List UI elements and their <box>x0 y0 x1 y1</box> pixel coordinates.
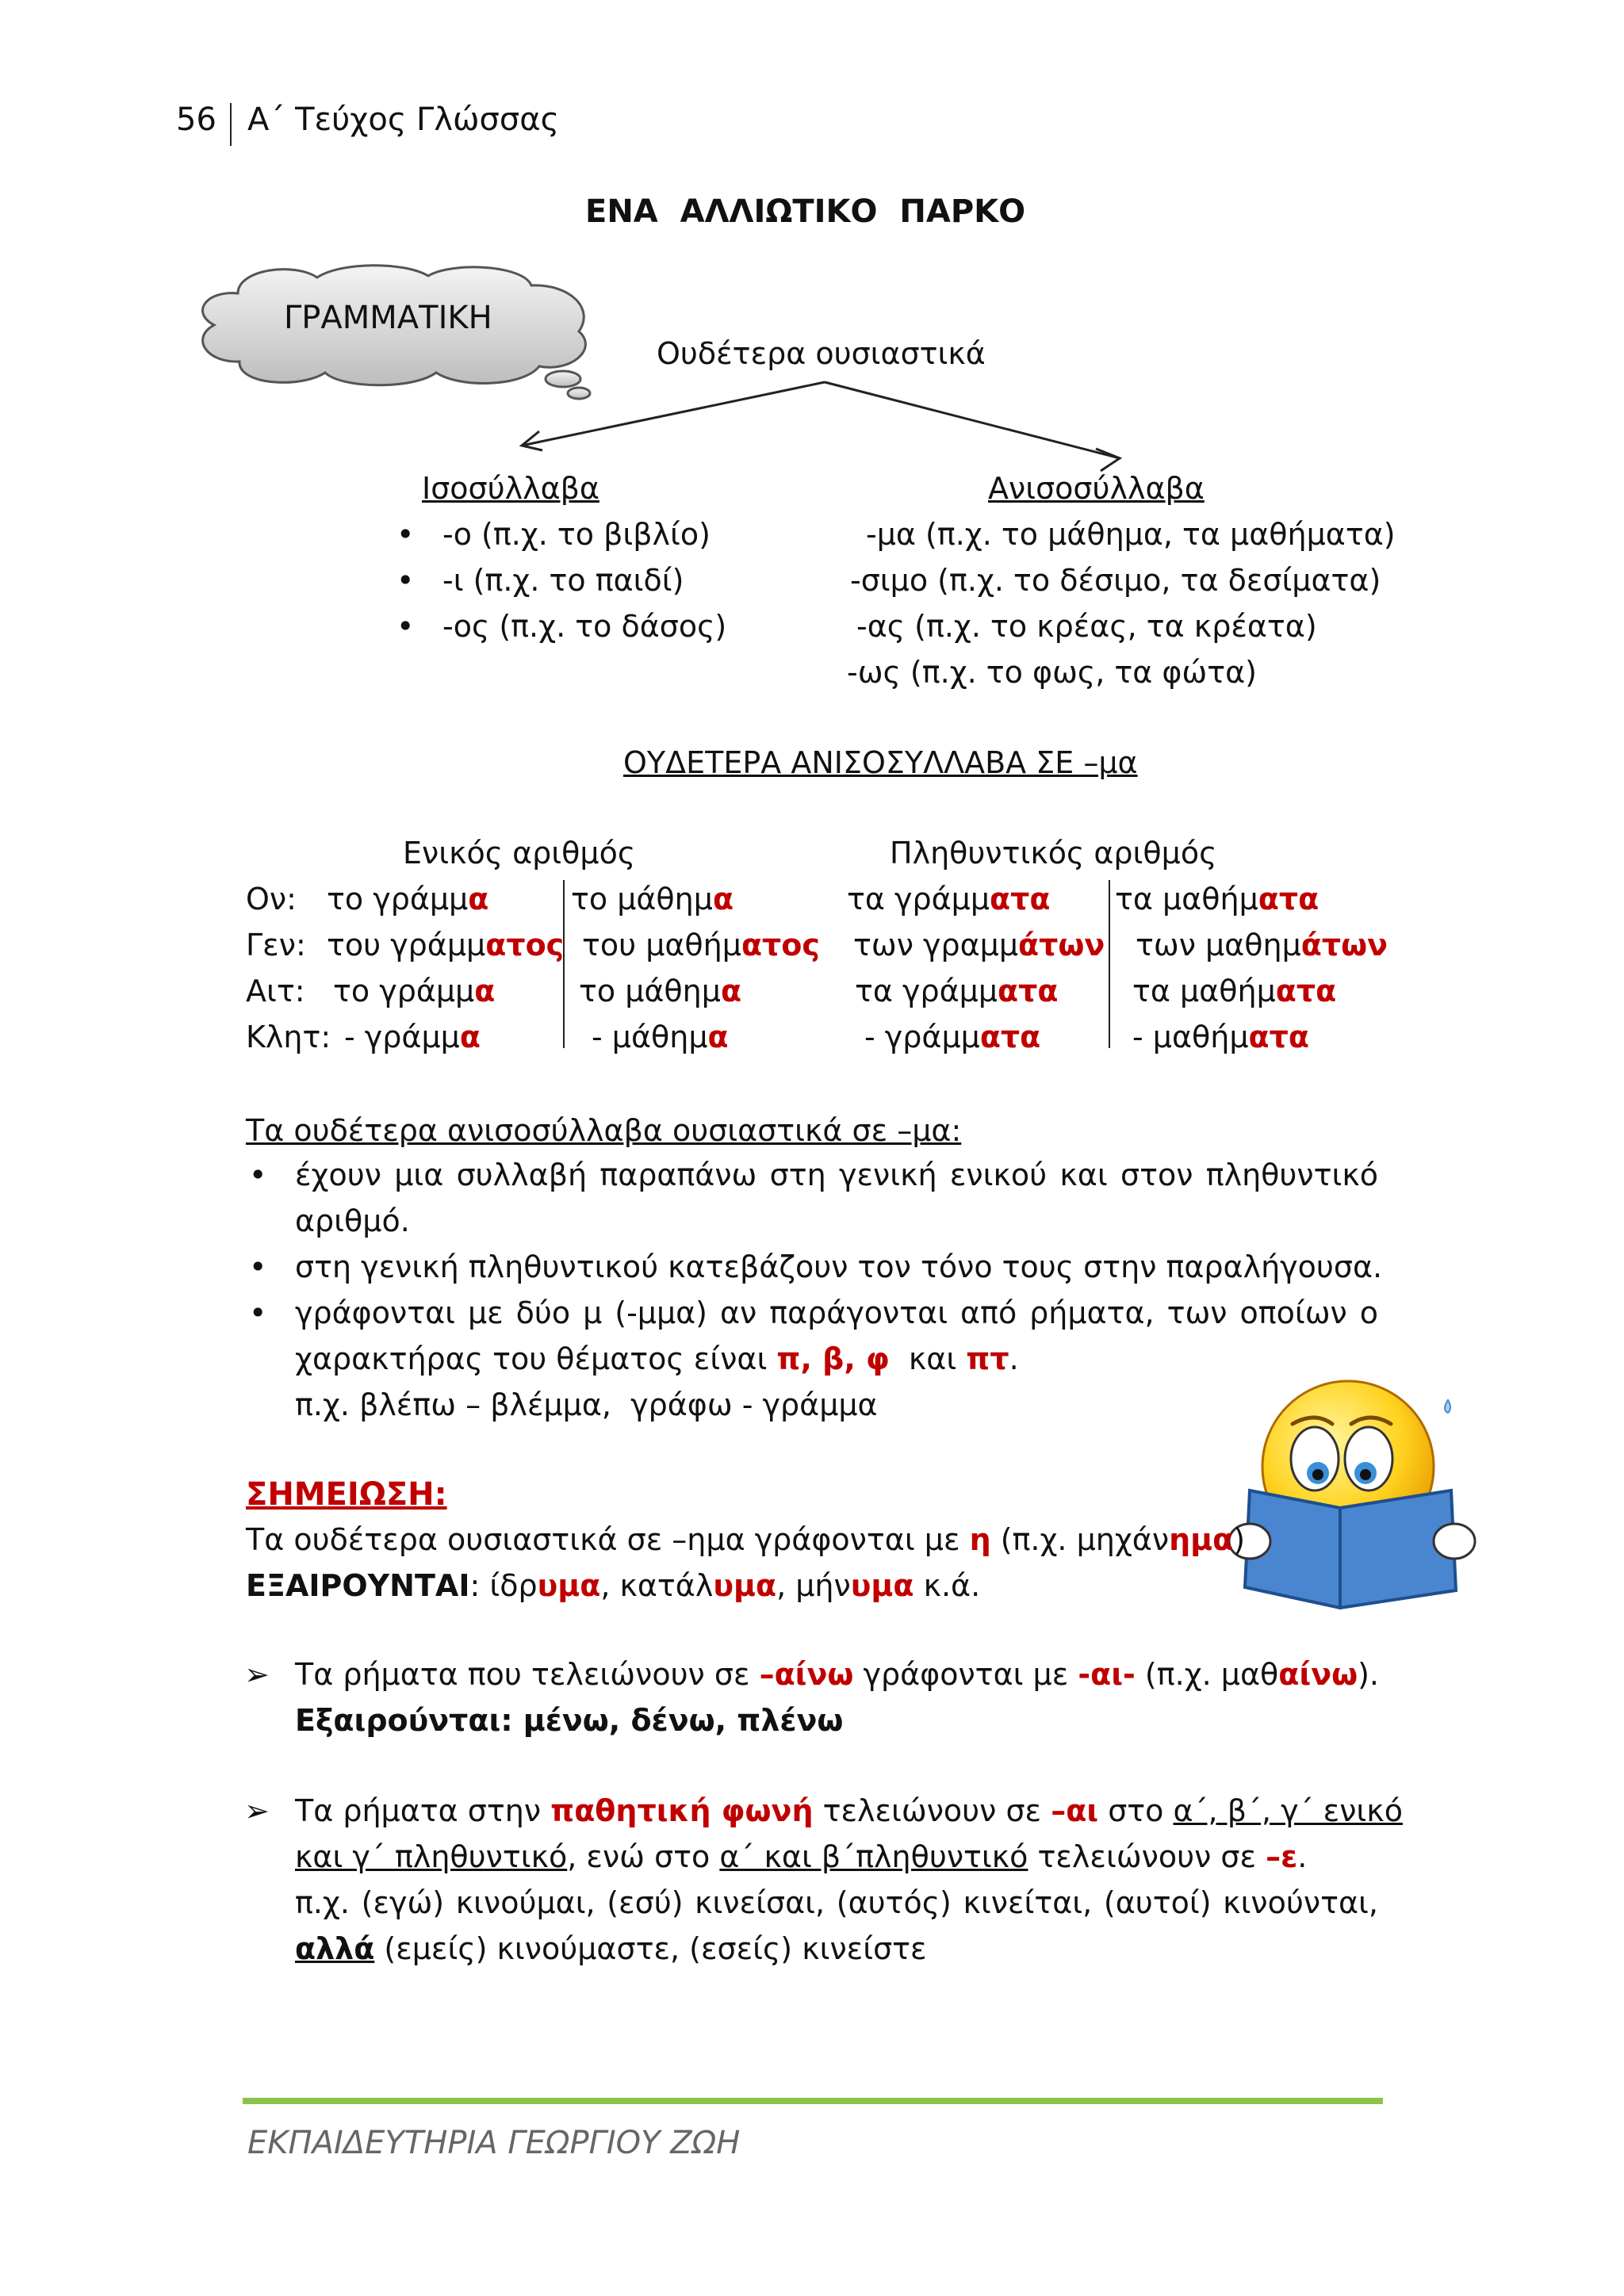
verb-example: π.χ. (εγώ) κινούμαι, (εσύ) κινείσαι, (αυτός) κινείται, (αυτοί) κινούνται, <box>295 1885 1378 1920</box>
form-cell: το μάθημα <box>579 974 742 1008</box>
rule-item: • γράφονται με δύο μ (-μμα) αν παράγονται από ρήματα, των οποίων ο <box>295 1295 1378 1330</box>
form-cell: των μαθημάτων <box>1136 928 1388 962</box>
running-title: Α΄ Τεύχος Γλώσσας <box>247 101 560 138</box>
left-item: • -ι (π.χ. το παιδί) <box>442 563 684 598</box>
tree-arrows <box>508 373 1126 476</box>
case-label: Γεν: <box>246 928 306 962</box>
case-label: Κλητ: <box>246 1020 331 1054</box>
rule-item: • στη γενική πληθυντικού κατεβάζουν τον τόνο τους στην παραλήγουσα. <box>295 1249 1382 1284</box>
left-item: • -ος (π.χ. το δάσος) <box>442 609 726 644</box>
left-heading: Ισοσύλλαβα <box>422 471 599 506</box>
table-divider <box>563 880 565 1048</box>
singular-heading: Ενικός αριθμός <box>403 836 636 871</box>
footer-rule <box>243 2098 1383 2104</box>
form-cell: του γράμματος <box>327 928 565 962</box>
note-exceptions: ΕΞΑΙΡΟΥΝΤΑΙ: ίδρυμα, κατάλυμα, μήνυμα κ.ά. <box>246 1568 981 1603</box>
verb-rule-continuation: και γ΄ πληθυντικό, ενώ στο α΄ και β΄πληθυντικό τελειώνουν σε –ε. <box>295 1839 1308 1874</box>
form-cell: το μάθημα <box>571 882 734 916</box>
rules-intro: Τα ουδέτερα ανισοσύλλαβα ουσιαστικά σε –μα: <box>246 1113 962 1148</box>
form-cell: τα μαθήματα <box>1132 974 1337 1008</box>
case-label: Αιτ: <box>246 974 305 1008</box>
rule-continuation: αριθμό. <box>295 1203 410 1238</box>
rule-continuation: χαρακτήρας του θέματος είναι π, β, φ και πτ. <box>295 1341 1019 1376</box>
note-line: Τα ουδέτερα ουσιαστικά σε –ημα γράφονται με η (π.χ. μηχάνημα) <box>246 1522 1246 1557</box>
note-heading: ΣΗΜΕΙΩΣΗ: <box>246 1476 447 1513</box>
right-item: -μα (π.χ. το μάθημα, τα μαθήματα) <box>866 517 1396 552</box>
plural-heading: Πληθυντικός αριθμός <box>890 836 1217 871</box>
form-cell: τα μαθήματα <box>1115 882 1320 916</box>
left-item: • -ο (π.χ. το βιβλίο) <box>442 517 710 552</box>
form-cell: τα γράμματα <box>855 974 1059 1008</box>
form-cell: - μαθήματα <box>1132 1020 1309 1054</box>
form-cell: τα γράμματα <box>847 882 1051 916</box>
rule-example: π.χ. βλέπω – βλέμμα, γράφω - γράμμα <box>295 1387 878 1422</box>
form-cell: το γράμμα <box>333 974 496 1008</box>
rule-item: • έχουν μια συλλαβή παραπάνω στη γενική ενικού και στον πληθυντικό <box>295 1158 1378 1192</box>
form-cell: των γραμμάτων <box>853 928 1105 962</box>
form-cell: - γράμμα <box>344 1020 481 1054</box>
table-divider <box>1109 880 1110 1048</box>
form-cell: - γράμματα <box>864 1020 1041 1054</box>
verb-rule: ➢ Τα ρήματα που τελειώνουν σε –αίνω γράφονται με -αι- (π.χ. μαθαίνω). <box>295 1657 1379 1692</box>
section-title: ΟΥΔΕΤΕΡΑ ΑΝΙΣΟΣΥΛΛΑΒΑ ΣΕ –μα <box>623 745 1138 780</box>
reading-emoji-icon <box>1221 1372 1483 1609</box>
cloud-label: ΓΡΑΜΜΑΤΙΚΗ <box>284 300 492 336</box>
verb-example: αλλά (εμείς) κινούμαστε, (εσείς) κινείστε <box>295 1931 927 1966</box>
form-cell: - μάθημα <box>592 1020 729 1054</box>
page-number: 56 <box>176 101 216 138</box>
right-heading: Ανισοσύλλαβα <box>988 471 1205 506</box>
footer-text: ΕΚΠΑΙΔΕΥΤΗΡΙΑ ΓΕΩΡΓΙΟΥ ΖΩΗ <box>247 2125 741 2161</box>
tree-root: Ουδέτερα ουσιαστικά <box>657 336 986 371</box>
verb-exceptions: Εξαιρούνται: μένω, δένω, πλένω <box>295 1703 844 1738</box>
case-label: Ον: <box>246 882 297 916</box>
form-cell: το γράμμα <box>327 882 489 916</box>
verb-rule: ➢ Τα ρήματα στην παθητική φωνή τελειώνουν σε –αι στο α΄, β΄, γ΄ ενικό <box>295 1793 1378 1828</box>
right-item: -ως (π.χ. το φως, τα φώτα) <box>847 655 1258 690</box>
header-divider <box>230 103 232 146</box>
right-item: -ας (π.χ. το κρέας, τα κρέατα) <box>856 609 1317 644</box>
form-cell: του μαθήματος <box>582 928 820 962</box>
right-item: -σιμο (π.χ. το δέσιμο, τα δεσίματα) <box>850 563 1381 598</box>
page-title: ΕΝΑ ΑΛΛΙΩΤΙΚΟ ΠΑΡΚΟ <box>585 193 1026 230</box>
